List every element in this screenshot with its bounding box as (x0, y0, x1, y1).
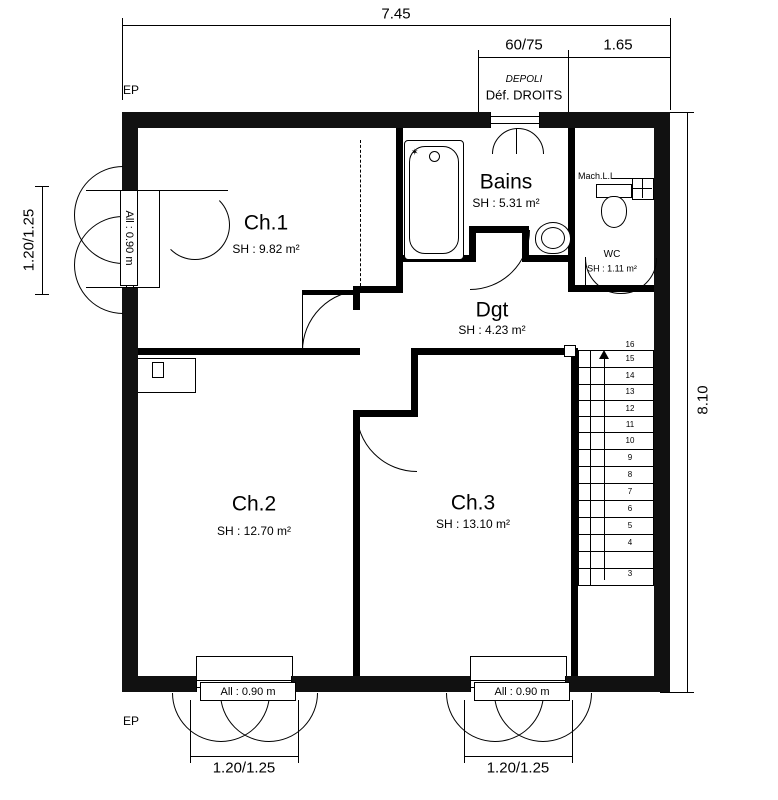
opening-label-bottom-left: All : 0.90 m (200, 682, 296, 701)
room-label-ch3-name: Ch.3 (450, 491, 496, 515)
ext-line (478, 64, 479, 112)
door-swing-arc-ch1-window (160, 190, 230, 260)
opening-label-left: All : 0.90 m (120, 190, 138, 286)
stair-number: 11 (625, 420, 635, 429)
room-label-ch3-area: SH : 13.10 m² (435, 517, 511, 531)
closet-line (152, 362, 164, 378)
door-jamb (302, 290, 354, 295)
wall-interior (522, 255, 572, 262)
wall-interior (568, 255, 575, 292)
stair-number: 5 (627, 521, 633, 530)
stair-number: 12 (625, 404, 635, 413)
window-reveal-line (196, 656, 197, 676)
dim-line-top-right-seg (568, 57, 670, 58)
dim-line-left-upper (42, 186, 43, 294)
room-label-ch1-name: Ch.1 (243, 211, 289, 235)
stair-number: 13 (625, 387, 635, 396)
dim-bottom-left: 1.20/1.25 (212, 759, 276, 777)
marker-ep-bottom: EP (122, 714, 140, 728)
dim-bottom-right: 1.20/1.25 (486, 759, 550, 777)
dim-line-top-left-seg (478, 57, 568, 58)
dim-top-total: 7.45 (381, 5, 411, 23)
door-leaf (302, 290, 303, 350)
projection-line-dashed (360, 140, 361, 286)
dim-right-total: 8.10 (694, 385, 712, 415)
washing-machine (632, 178, 654, 200)
dim-tick (670, 18, 671, 32)
door-leaf (469, 229, 527, 230)
dim-tick (568, 50, 569, 64)
dim-tick (478, 50, 479, 64)
toilet-bowl (601, 196, 627, 228)
dim-tick (35, 186, 49, 187)
closet-line (138, 392, 196, 393)
stair-number: 16 (625, 340, 635, 349)
dim-tick (35, 294, 49, 295)
room-label-ch1-area: SH : 9.82 m² (232, 242, 300, 256)
annotation-def-droits: Déf. DROITS (485, 87, 563, 103)
window-reveal-line (138, 190, 160, 191)
annotation-depoli: DEPOLI (505, 74, 543, 85)
room-label-dgt-name: Dgt (475, 298, 509, 322)
window-reveal-line (196, 656, 293, 657)
closet-line (195, 358, 196, 392)
door-swing-arc-wc (585, 222, 657, 294)
dim-left-upper: 1.20/1.25 (20, 208, 38, 272)
dim-line-top-total (122, 25, 670, 26)
room-label-ch2-area: SH : 12.70 m² (216, 524, 292, 538)
room-label-dgt-area: SH : 4.23 m² (458, 323, 526, 337)
window-top-bains-pane (490, 116, 540, 124)
door-leaf (585, 257, 586, 291)
stair-number: 6 (627, 504, 633, 513)
dim-top-right-segment: 1.65 (603, 36, 633, 54)
stair-number: 3 (627, 569, 633, 578)
stair-direction-arrow-icon (599, 350, 609, 359)
opening-label-bottom-right: All : 0.90 m (474, 682, 570, 701)
dim-line-bottom-left (190, 756, 298, 757)
window-reveal-line (470, 656, 471, 676)
window-reveal-line (292, 656, 293, 676)
wall-exterior-top (122, 112, 670, 128)
bathtub-inner (409, 146, 459, 254)
room-label-wc-area: SH : 1.11 m² (587, 263, 637, 274)
wall-interior (418, 348, 578, 355)
annotation-machine-label: Mach.L.L. (578, 171, 618, 181)
stair-number: 7 (627, 487, 633, 496)
window-reveal-line (159, 190, 160, 288)
wall-interior (396, 128, 403, 293)
door-leaf (160, 190, 228, 191)
washbasin-bowl (541, 227, 565, 249)
window-reveal-line (566, 656, 567, 676)
window-reveal-line (138, 287, 160, 288)
stair-landing-mark (564, 345, 576, 357)
room-label-wc-name: WC (603, 249, 621, 260)
marker-ep-top: EP (122, 83, 140, 97)
stair-number: 4 (627, 538, 633, 547)
dim-top-left-segment: 60/75 (505, 36, 543, 54)
stair-number: 14 (625, 371, 635, 380)
ext-line (660, 692, 694, 693)
bathtub-drain-icon (429, 151, 440, 162)
window-reveal-line (470, 656, 567, 657)
stair-stringer (590, 350, 591, 586)
room-label-bains-area: SH : 5.31 m² (472, 196, 540, 210)
stair-direction-line (604, 355, 605, 580)
stair-number: 9 (627, 453, 633, 462)
stair-number: 10 (625, 436, 635, 445)
dim-tick (122, 18, 123, 32)
window-swing-line (86, 287, 126, 288)
closet-line (138, 358, 196, 359)
bathtub-tap-icon: ✶ (411, 147, 419, 157)
dim-line-right-total (687, 112, 688, 692)
wall-interior (571, 348, 578, 676)
room-label-ch2-name: Ch.2 (231, 492, 277, 516)
window-swing-line (516, 128, 517, 154)
stair-number: 8 (627, 470, 633, 479)
wall-interior (411, 348, 418, 416)
dim-line-bottom-right (464, 756, 572, 757)
room-label-bains-name: Bains (479, 170, 533, 194)
wall-exterior-right (654, 112, 670, 692)
door-leaf (356, 410, 357, 470)
ext-line (568, 64, 569, 112)
washing-machine-line (642, 178, 643, 198)
ext-line (670, 32, 671, 110)
stair-number: 15 (625, 354, 635, 363)
